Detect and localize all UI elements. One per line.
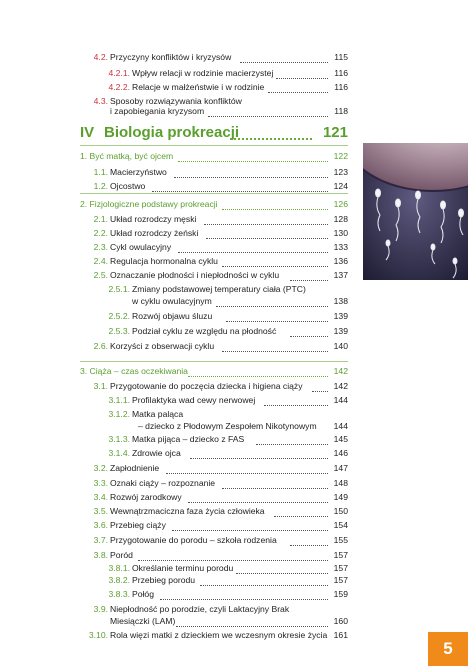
toc-entry[interactable] [0, 179, 348, 193]
toc-entry[interactable] [0, 324, 348, 338]
toc-entry-continued[interactable] [0, 419, 348, 433]
entry-title: Regulacja hormonalna cyklu [110, 256, 218, 266]
entry-title: Niepłodność po porodzie, czyli Laktacyjny Brak [110, 604, 290, 614]
entry-title: Wewnątrzmaciczna faza życia człowieka [110, 506, 265, 516]
entry-title: Ojcostwo [110, 181, 146, 191]
leader-dots [264, 393, 328, 406]
toc-entry[interactable] [0, 490, 348, 504]
toc-entry[interactable] [0, 309, 348, 323]
toc-entry[interactable] [0, 240, 348, 254]
toc-entry[interactable] [0, 165, 348, 179]
entry-page: 145 [333, 434, 348, 444]
leader-dots [222, 339, 328, 352]
entry-number: 3.8.1. [108, 563, 130, 573]
entry-number: 4.2. [93, 52, 108, 62]
entry-page: 150 [333, 506, 348, 516]
entry-page: 139 [333, 326, 348, 336]
entry-page: 133 [333, 242, 348, 252]
toc-entry[interactable] [0, 268, 348, 282]
entry-page: 155 [333, 535, 348, 545]
entry-number: 2.5. [93, 270, 108, 280]
section-page: 142 [333, 366, 348, 376]
entry-title-line2: w cyklu owulacyjnym [132, 296, 212, 306]
entry-page: 124 [333, 181, 348, 191]
entry-number: 2.4. [93, 256, 108, 266]
section-title: 3. Ciąża – czas oczekiwania [80, 366, 188, 376]
toc-entry[interactable] [0, 393, 348, 407]
entry-number: 3.8.2. [108, 575, 130, 585]
entry-number: 2.6. [93, 341, 108, 351]
entry-number: 3.7. [93, 535, 108, 545]
entry-number: 4.2.1. [108, 68, 130, 78]
entry-page: 116 [334, 68, 348, 78]
entry-title: Zapłodnienie [110, 463, 160, 473]
toc-entry[interactable] [0, 573, 348, 587]
entry-title: Relacje w małżeństwie i w rodzinie [132, 82, 265, 92]
entry-title: Profilaktyka wad cewy nerwowej [132, 395, 256, 405]
entry-title: Cykl owulacyjny [110, 242, 172, 252]
entry-number: 2.5.1. [108, 284, 130, 294]
entry-number: 3.4. [93, 492, 108, 502]
entry-number: 3.1.4. [108, 448, 130, 458]
toc-entry[interactable] [0, 379, 348, 393]
entry-page: 128 [333, 214, 348, 224]
leader-dots [290, 533, 328, 546]
toc-entry[interactable] [0, 212, 348, 226]
entry-number: 3.1. [93, 381, 108, 391]
entry-number: 4.2.2. [108, 82, 130, 92]
entry-page: 123 [333, 167, 348, 177]
entry-page: 137 [333, 270, 348, 280]
leader-dots [174, 165, 328, 178]
section-heading[interactable] [0, 197, 348, 211]
toc-entry-continued[interactable] [0, 104, 348, 118]
leader-dots [152, 179, 328, 192]
leader-dots [222, 197, 328, 210]
leader-dots [206, 226, 328, 239]
entry-number: 3.9. [93, 604, 108, 614]
entry-page: 160 [333, 616, 348, 626]
entry-title: Oznaki ciąży – rozpoznanie [110, 478, 216, 488]
section-page: 122 [333, 151, 348, 161]
entry-title: Oznaczanie płodności i niepłodności w cyklu [110, 270, 280, 280]
entry-number: 3.1.2. [108, 409, 130, 419]
entry-page: 146 [333, 448, 348, 458]
section-title: 2. Fizjologiczne podstawy prokreacji [80, 199, 218, 209]
entry-number: 3.2. [93, 463, 108, 473]
toc-entry[interactable] [0, 254, 348, 268]
entry-title: Przebieg ciąży [110, 520, 166, 530]
entry-title: Podział cyklu ze względu na płodność [132, 326, 277, 336]
entry-title: Przygotowanie do poczęcia dziecka i higiena ciąży [110, 381, 303, 391]
entry-page: 147 [333, 463, 348, 473]
leader-dots [222, 476, 328, 489]
entry-number: 1.1. [93, 167, 108, 177]
entry-number: 3.8. [93, 550, 108, 560]
part-roman: IV [80, 124, 95, 141]
leader-dots [312, 379, 328, 392]
leader-dots [240, 50, 328, 63]
entry-page: 130 [333, 228, 348, 238]
leader-dots [178, 240, 328, 253]
entry-page: 138 [333, 296, 348, 306]
entry-number: 3.10. [88, 630, 108, 640]
toc-entry[interactable] [0, 432, 348, 446]
toc-entry[interactable] [0, 587, 348, 601]
entry-title: Rozwój zarodkowy [110, 492, 182, 502]
toc-entry[interactable] [0, 461, 348, 475]
leader-dots [274, 504, 328, 517]
entry-page: 144 [333, 395, 348, 405]
leader-dots [200, 573, 328, 586]
entry-number: 2.3. [93, 242, 108, 252]
entry-page: 118 [334, 106, 348, 116]
toc-entry[interactable] [0, 339, 348, 353]
toc-entry[interactable] [0, 446, 348, 460]
leader-dots [188, 364, 328, 377]
part-page: 121 [322, 124, 348, 141]
entry-title: Korzyści z obserwacji cyklu [110, 341, 215, 351]
entry-number: 3.1.3. [108, 434, 130, 444]
leader-dots [290, 324, 328, 337]
entry-page: 139 [333, 311, 348, 321]
entry-page: 161 [333, 630, 348, 640]
entry-number: 2.2. [93, 228, 108, 238]
toc-entry[interactable] [0, 628, 348, 642]
entry-title: Wpływ relacji w rodzinie macierzystej [132, 68, 274, 78]
leader-dots [268, 80, 328, 93]
entry-page: 136 [333, 256, 348, 266]
entry-number: 3.1.1. [108, 395, 130, 405]
leader-dots [172, 518, 328, 531]
entry-title: Przygotowanie do porodu – szkoła rodzenia [110, 535, 277, 545]
leader-dots [276, 66, 328, 79]
entry-page: 159 [333, 589, 348, 599]
leader-dots [204, 212, 328, 225]
leader-dots [160, 587, 328, 600]
fertilization-photo [363, 143, 468, 280]
leader-dots [226, 309, 328, 322]
entry-number: 3.6. [93, 520, 108, 530]
entry-title: Układ rozrodczy żeński [110, 228, 199, 238]
leader-dots [216, 294, 328, 307]
section-heading[interactable] [0, 149, 348, 163]
entry-number: 1.2. [93, 181, 108, 191]
entry-page: 142 [333, 381, 348, 391]
entry-title-line2: i zapobiegania kryzysom [110, 106, 205, 116]
toc-entry[interactable] [0, 533, 348, 547]
entry-page: 157 [333, 550, 348, 560]
section-heading[interactable] [0, 364, 348, 378]
entry-title: Określanie terminu porodu [132, 563, 234, 573]
entry-page: 148 [333, 478, 348, 488]
entry-title: Przyczyny konfliktów i kryzysów [110, 52, 232, 62]
leader-dots [256, 432, 328, 445]
entry-title: Połóg [132, 589, 154, 599]
part-title: Biologia prokreacji [104, 124, 240, 141]
entry-title: Przebieg porodu [132, 575, 196, 585]
entry-page: 116 [334, 82, 348, 92]
entry-page: 149 [333, 492, 348, 502]
entry-number: 3.8.3. [108, 589, 130, 599]
toc-entry[interactable] [0, 66, 348, 80]
section-rule [80, 361, 348, 362]
entry-title: Układ rozrodczy męski [110, 214, 197, 224]
toc-entry[interactable] [0, 80, 348, 94]
section-rule [80, 145, 348, 146]
entry-title-line2: Miesiączki (LAM) [110, 616, 176, 626]
entry-page: 157 [333, 563, 348, 573]
toc-entry[interactable] [0, 476, 348, 490]
entry-page: 154 [333, 520, 348, 530]
toc-entry[interactable] [0, 226, 348, 240]
toc-entry[interactable] [0, 548, 348, 562]
leader-dots [290, 268, 328, 281]
entry-title: Poród [110, 550, 133, 560]
entry-title: Matka pijąca – dziecko z FAS [132, 434, 245, 444]
leader-dots [208, 104, 328, 117]
entry-title: Rola więzi matki z dzieckiem we wczesnym okresie życia [110, 630, 328, 640]
entry-page: 144 [333, 421, 348, 431]
leader-dots [178, 149, 328, 162]
section-rule [80, 193, 348, 194]
leader-dots [176, 614, 328, 627]
page-number: 5 [428, 632, 468, 666]
leader-dots [166, 461, 328, 474]
leader-dots [190, 446, 328, 459]
section-page: 126 [333, 199, 348, 209]
entry-number: 3.5. [93, 506, 108, 516]
entry-number: 3.3. [93, 478, 108, 488]
leader-dots [138, 548, 328, 561]
toc-entry[interactable] [0, 50, 348, 64]
section-title: 1. Być matką, być ojcem [80, 151, 174, 161]
entry-title-line2: – dziecko z Płodowym Zespołem Nikotynowym [138, 421, 317, 431]
entry-title: Matka paląca [132, 409, 184, 419]
toc-entry[interactable] [0, 518, 348, 532]
entry-title: Macierzyństwo [110, 167, 167, 177]
entry-number: 2.1. [93, 214, 108, 224]
toc-entry-continued[interactable] [0, 294, 348, 308]
leader-dots [222, 254, 328, 267]
entry-title: Rozwój objawu śluzu [132, 311, 213, 321]
toc-entry-continued[interactable] [0, 614, 348, 628]
entry-title: Zdrowie ojca [132, 448, 181, 458]
entry-page: 140 [333, 341, 348, 351]
entry-page: 115 [334, 52, 348, 62]
entry-number: 4.3. [93, 96, 108, 106]
toc-entry[interactable] [0, 504, 348, 518]
entry-title: Sposoby rozwiązywania konfliktów [110, 96, 242, 106]
leader-dots [230, 123, 312, 140]
entry-title: Zmiany podstawowej temperatury ciała (PTC) [132, 284, 306, 294]
leader-dots [188, 490, 328, 503]
entry-number: 2.5.3. [108, 326, 130, 336]
entry-page: 157 [333, 575, 348, 585]
entry-number: 2.5.2. [108, 311, 130, 321]
part-heading[interactable] [80, 123, 348, 143]
